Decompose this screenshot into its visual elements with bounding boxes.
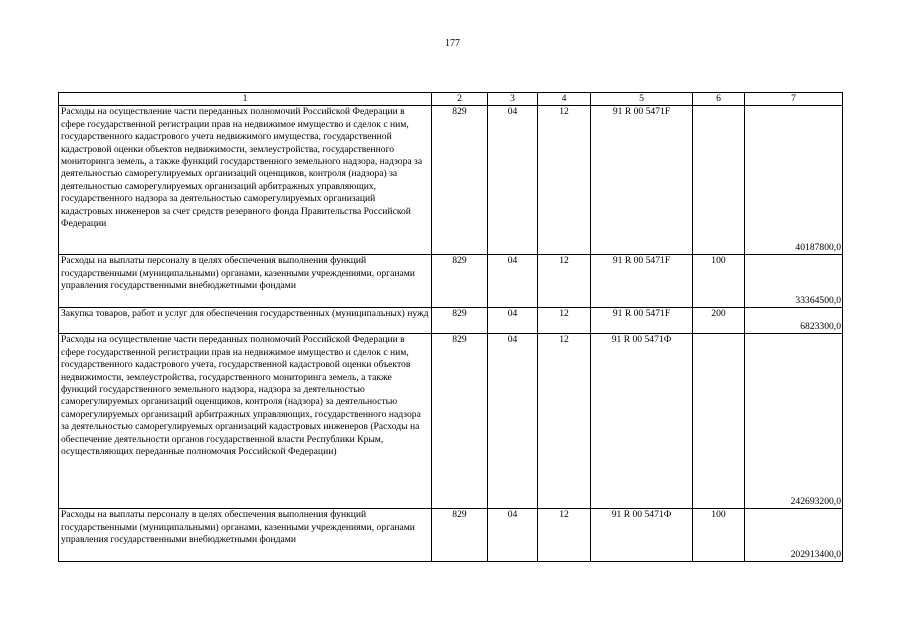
table-row — [59, 509, 843, 562]
header-cell: 5 — [591, 93, 693, 106]
row-description: Расходы на осуществление части переданных полномочий Российской Федерации в сфере государственной регистрации прав на недвижимое имущество и сделок с ним, государственного кадастрового учета, государственной кадастровой оценки объектов недвижимости, землеустройства, государственного мониторинга земель, а также функций государственного земельного надзора, надзора за деятельностью саморегулируемых организаций оценщиков, контроля (надзора) за деятельностью саморегулируемых организаций арбитражных управляющих, государственного надзора за деятельностью саморегулируемых организаций кадастровых инженеров (Расходы на обеспечение деятельности органов государственной власти Республики Крым, осуществляющих переданные полномочия Российской Федерации) — [59, 334, 432, 509]
row-amount: 33364500,0 — [745, 255, 843, 308]
header-cell: 3 — [488, 93, 538, 106]
row-col4: 12 — [538, 255, 591, 308]
row-col5: 91 R 00 5471Ф — [591, 334, 693, 509]
row-description: Закупка товаров, работ и услуг для обеспечения государственных (муниципальных) нужд — [59, 308, 432, 334]
row-col3: 04 — [488, 334, 538, 509]
table-header-row — [59, 93, 843, 106]
row-description: Расходы на выплаты персоналу в целях обеспечения выполнения функций государственными (муниципальными) органами, казенными учреждениями, органами управления государственными внебюджетными фондами — [59, 255, 432, 308]
row-col4: 12 — [538, 509, 591, 562]
row-description: Расходы на осуществление части переданных полномочий Российской Федерации в сфере государственной регистрации прав на недвижимое имущество и сделок с ним, государственного кадастрового учета недвижимого имущества, государственной кадастровой оценки объектов недвижимости, землеустройства, государственного мониторинга земель, а также функций государственного земельного надзора, надзора за деятельностью саморегулируемых организаций оценщиков, контроля (надзора) за деятельностью саморегулируемых организаций арбитражных управляющих, государственного надзора за деятельностью саморегулируемых организаций кадастровых инженеров за счет средств резервного фонда Правительства Российской Федерации — [59, 106, 432, 255]
row-col2: 829 — [432, 509, 488, 562]
header-cell: 6 — [693, 93, 745, 106]
row-col5: 91 R 00 5471Ф — [591, 509, 693, 562]
row-col3: 04 — [488, 308, 538, 334]
row-col3: 04 — [488, 255, 538, 308]
row-col4: 12 — [538, 308, 591, 334]
row-col4: 12 — [538, 334, 591, 509]
table-row — [59, 334, 843, 509]
header-cell: 4 — [538, 93, 591, 106]
row-amount: 6823300,0 — [745, 308, 843, 334]
header-cell: 7 — [745, 93, 843, 106]
row-col3: 04 — [488, 106, 538, 255]
row-amount: 242693200,0 — [745, 334, 843, 509]
row-col6: 100 — [693, 509, 745, 562]
table-row — [59, 308, 843, 334]
row-col6 — [693, 106, 745, 255]
row-col6: 100 — [693, 255, 745, 308]
row-amount: 202913400,0 — [745, 509, 843, 562]
row-amount: 40187800,0 — [745, 106, 843, 255]
row-col4: 12 — [538, 106, 591, 255]
table-row — [59, 255, 843, 308]
table-row — [59, 106, 843, 255]
row-col2: 829 — [432, 334, 488, 509]
row-col6: 200 — [693, 308, 745, 334]
page-number: 177 — [445, 38, 460, 49]
row-col2: 829 — [432, 308, 488, 334]
row-description: Расходы на выплаты персоналу в целях обеспечения выполнения функций государственными (муниципальными) органами, казенными учреждениями, органами управления государственными внебюджетными фондами — [59, 509, 432, 562]
budget-table — [58, 92, 843, 562]
row-col5: 91 R 00 5471F — [591, 106, 693, 255]
row-col3: 04 — [488, 509, 538, 562]
row-col5: 91 R 00 5471F — [591, 255, 693, 308]
row-col5: 91 R 00 5471F — [591, 308, 693, 334]
row-col6 — [693, 334, 745, 509]
header-cell: 1 — [59, 93, 432, 106]
header-cell: 2 — [432, 93, 488, 106]
row-col2: 829 — [432, 255, 488, 308]
row-col2: 829 — [432, 106, 488, 255]
